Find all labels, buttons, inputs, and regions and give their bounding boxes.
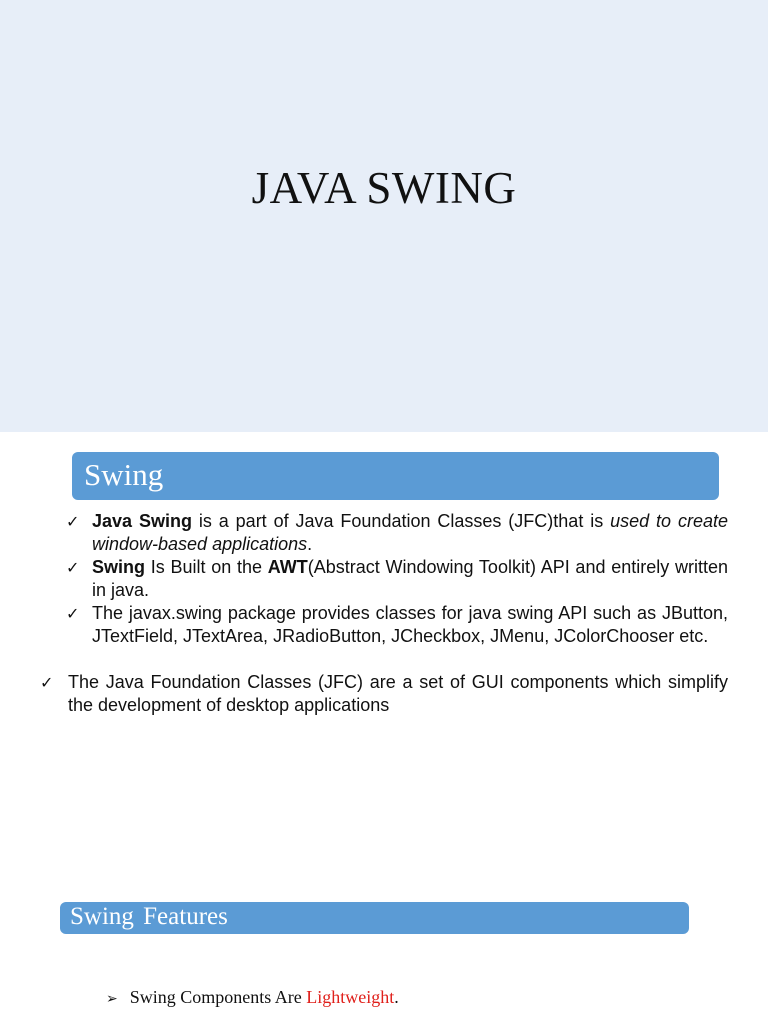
bullet-text-2: (Abstract Windowing Toolkit) API and entirely written in java. [92,557,728,600]
bullet-bold-text: Swing [92,557,145,577]
slide-title: JAVA SWING [251,163,517,213]
bullet-italic-text: used to create window-based applications [92,511,728,554]
bullet-item [66,510,728,556]
feature-item [106,985,399,1011]
bullet-text: The javax.swing package provides classes for java swing API such as JButton, JTextField, JTextArea, JRadioButton, JCheckbox, JMenu, JColorChooser etc. [92,603,728,646]
bullet-text: is a part of Java Foundation Classes (JFC)that is [191,511,611,531]
bullet-bold-text-2: AWT [267,557,308,577]
section-heading-swing: Swing [72,452,719,500]
bullet-item [66,602,728,648]
arrow-bullet-icon: ➢ [106,991,118,1007]
checkmark-icon: ✓ [40,673,54,692]
bullet-end: . [307,534,313,554]
checkmark-icon: ✓ [66,604,80,623]
feature-end: . [394,987,399,1007]
feature-highlight: Lightweight [306,987,395,1007]
bullet-item [40,671,728,717]
section-heading-swing-features: Swing Features [60,902,689,934]
bullet-item [66,556,728,602]
bullet-bold-text: Java Swing [92,511,192,531]
feature-text: Swing Components Are [129,987,307,1007]
checkmark-icon: ✓ [66,558,80,577]
checkmark-icon: ✓ [66,512,80,531]
title-slide [0,0,768,432]
bullet-text: Is Built on the [145,557,268,577]
bullet-text: The Java Foundation Classes (JFC) are a set of GUI components which simplify the development of desktop applications [68,672,728,715]
